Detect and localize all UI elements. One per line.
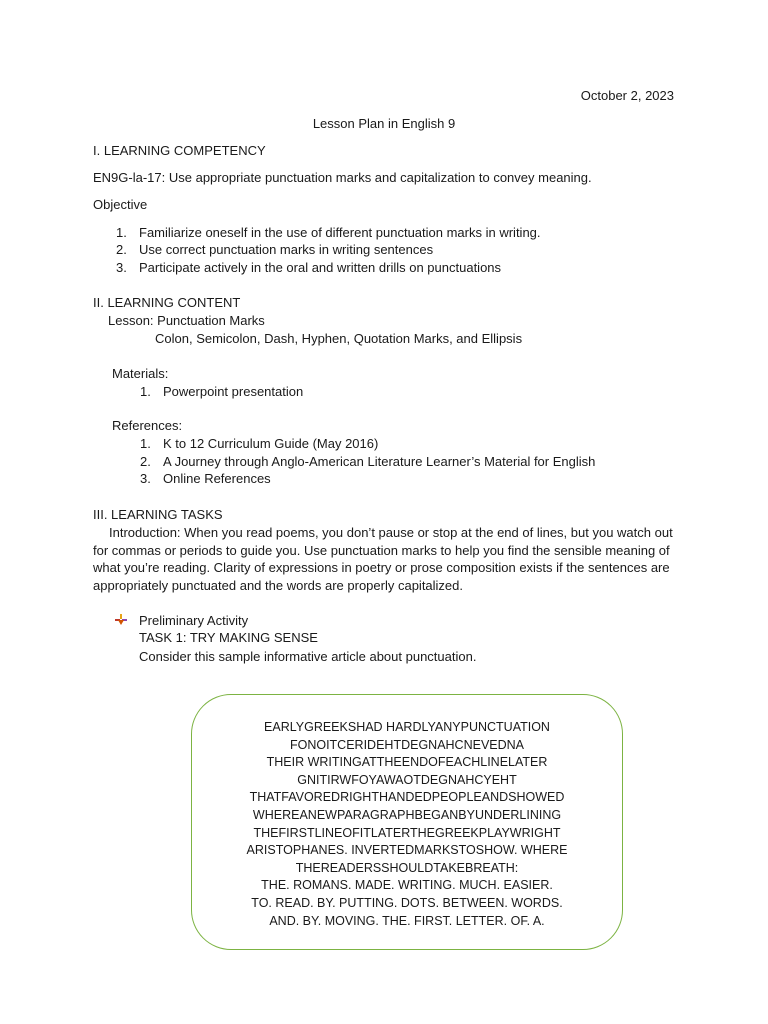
introduction-paragraph: Introduction: When you read poems, you don’t pause or stop at the end of lines, but you watch out for commas or periods to guide you. Use punctuation marks to help you find the sensible meaning of what you’re reading. Clarity of expressions in poetry or prose composition exists if the sentences are appropriately punctuated and the words are properly capitalized. bbox=[93, 525, 673, 593]
task-title: TASK 1: TRY MAKING SENSE bbox=[139, 630, 318, 645]
list-number: 1. bbox=[140, 384, 151, 399]
article-line: ARISTOPHANES. INVERTEDMARKSTOSHOW. WHERE bbox=[246, 843, 568, 858]
list-text: Online References bbox=[163, 471, 271, 486]
section-heading-competency: I. LEARNING COMPETENCY bbox=[93, 143, 266, 158]
list-text: Participate actively in the oral and written drills on punctuations bbox=[139, 260, 502, 275]
list-number: 2. bbox=[116, 242, 127, 257]
list-text: Powerpoint presentation bbox=[163, 384, 304, 399]
competency-text: EN9G-la-17: Use appropriate punctuation marks and capitalization to convey meaning. bbox=[93, 170, 592, 185]
document-date: October 2, 2023 bbox=[580, 88, 674, 103]
article-line: THEIR WRITINGATTHEENDOFEACHLINELATER bbox=[266, 755, 548, 770]
list-number: 3. bbox=[116, 260, 127, 275]
article-line: THE. ROMANS. MADE. WRITING. MUCH. EASIER. bbox=[261, 878, 553, 893]
lesson-title: Lesson: Punctuation Marks bbox=[108, 313, 265, 328]
list-number: 1. bbox=[140, 436, 151, 451]
section-heading-content: II. LEARNING CONTENT bbox=[93, 295, 241, 310]
red-arrow-bullet-icon bbox=[115, 614, 127, 629]
article-line: THATFAVOREDRIGHTHANDEDPEOPLEANDSHOWED bbox=[249, 790, 565, 805]
list-text: K to 12 Curriculum Guide (May 2016) bbox=[163, 436, 379, 451]
article-line: EARLYGREEKSHAD HARDLYANYPUNCTUATION bbox=[264, 720, 550, 734]
article-line: WHEREANEWPARAGRAPHBEGANBYUNDERLINING bbox=[252, 807, 562, 822]
article-line: GNITIRWFOYAWAOTDEGNAHCYEHT bbox=[297, 772, 517, 787]
article-line: THEFIRSTLINEOFITLATERTHEGREEKPLAYWRIGHT bbox=[253, 825, 561, 840]
list-number: 2. bbox=[140, 454, 151, 469]
document-title: Lesson Plan in English 9 bbox=[312, 116, 456, 131]
objective-label: Objective bbox=[93, 197, 148, 212]
list-number: 1. bbox=[116, 225, 127, 240]
materials-label: Materials: bbox=[112, 366, 169, 381]
article-line: FONOITCERIDEHTDEGNAHCNEVEDNA bbox=[289, 737, 525, 752]
article-line: THEREADERSSHOULDTAKEBREATH: bbox=[295, 860, 519, 875]
article-line: TO. READ. BY. PUTTING. DOTS. BETWEEN. WORDS. bbox=[251, 895, 563, 910]
lesson-subtopics: Colon, Semicolon, Dash, Hyphen, Quotation Marks, and Ellipsis bbox=[155, 331, 523, 346]
article-text bbox=[191, 719, 623, 930]
list-text: Familiarize oneself in the use of different punctuation marks in writing. bbox=[139, 225, 541, 240]
list-number: 3. bbox=[140, 471, 151, 486]
references-label: References: bbox=[112, 418, 183, 433]
task-instruction: Consider this sample informative article about punctuation. bbox=[139, 649, 477, 664]
list-text: Use correct punctuation marks in writing sentences bbox=[139, 242, 434, 257]
list-text: A Journey through Anglo-American Literature Learner’s Material for English bbox=[163, 454, 596, 469]
article-line: AND. BY. MOVING. THE. FIRST. LETTER. OF. A. bbox=[269, 913, 545, 928]
activity-label: Preliminary Activity bbox=[139, 613, 249, 628]
section-heading-tasks: III. LEARNING TASKS bbox=[93, 507, 223, 522]
